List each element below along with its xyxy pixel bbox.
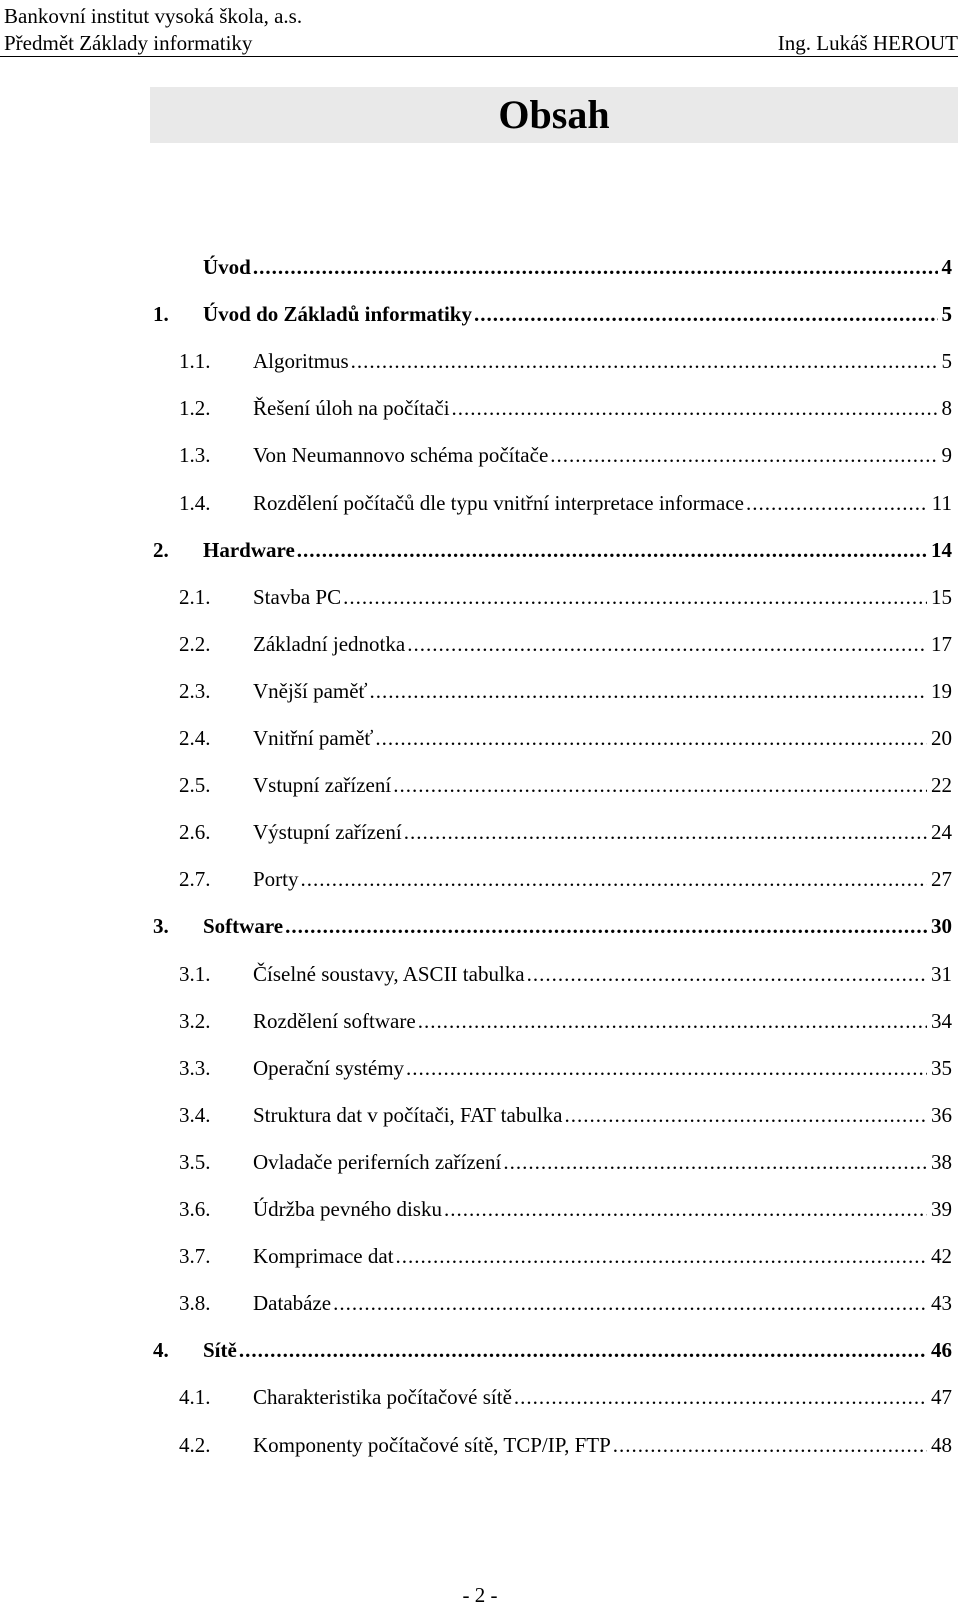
toc-label: Ovladače periferních zařízení: [253, 1150, 502, 1174]
toc-entry[interactable]: [0, 902, 960, 950]
toc-entry[interactable]: [0, 1326, 960, 1374]
toc-label: Vstupní zařízení: [253, 773, 392, 797]
toc-entry[interactable]: [0, 384, 960, 432]
toc-label: Komponenty počítačové sítě, TCP/IP, FTP: [253, 1433, 611, 1457]
toc-page-number: 47: [931, 1385, 952, 1409]
toc-page-number: 34: [931, 1009, 952, 1033]
toc-label: Sítě: [203, 1338, 237, 1362]
toc-entry[interactable]: [0, 1044, 960, 1092]
toc-label: Výstupní zařízení: [253, 820, 402, 844]
toc-page-number: 15: [931, 585, 952, 609]
header-subject: Předmět Základy informatiky: [4, 31, 253, 55]
toc-page-number: 46: [931, 1338, 952, 1362]
toc-label: Von Neumannovo schéma počítače: [253, 443, 549, 467]
toc-dot-leader: [613, 1431, 927, 1459]
toc-page-number: 38: [931, 1150, 952, 1174]
toc-dot-leader: [396, 1242, 927, 1270]
toc-dot-leader: [253, 253, 938, 281]
toc-number: 2.7.: [179, 867, 211, 891]
toc-label: Základní jednotka: [253, 632, 406, 656]
toc-number: 2.4.: [179, 726, 211, 750]
toc-label: Struktura dat v počítači, FAT tabulka: [253, 1103, 563, 1127]
toc-label: Vnitřní paměť: [253, 726, 374, 750]
toc-page-number: 11: [931, 491, 952, 515]
toc-label: Databáze: [253, 1291, 332, 1315]
toc-number: 2.2.: [179, 632, 211, 656]
toc-page-number: 48: [931, 1433, 952, 1457]
toc-page-number: 31: [931, 962, 952, 986]
toc-page-number: 36: [931, 1103, 952, 1127]
toc-dot-leader: [444, 1195, 927, 1223]
toc-dot-leader: [514, 1383, 927, 1411]
header-institution: Bankovní institut vysoká škola, a.s.: [4, 4, 303, 28]
toc-dot-leader: [565, 1101, 928, 1129]
toc-entry[interactable]: [0, 1421, 960, 1469]
toc-entry[interactable]: [0, 243, 960, 291]
toc-dot-leader: [375, 724, 927, 752]
toc-label: Rozdělení počítačů dle typu vnitřní interpretace informace: [253, 491, 744, 515]
toc-page-number: 5: [941, 349, 952, 373]
toc-number: 3.3.: [179, 1056, 211, 1080]
toc-dot-leader: [333, 1289, 927, 1317]
toc-number: 2.5.: [179, 773, 211, 797]
toc-page-number: 19: [931, 679, 952, 703]
toc-dot-leader: [746, 489, 928, 517]
toc-number: 2.6.: [179, 820, 211, 844]
toc-page-number: 20: [931, 726, 952, 750]
toc-number: 3.4.: [179, 1103, 211, 1127]
toc-label: Úvod do Základů informatiky: [203, 302, 472, 326]
toc-page-number: 30: [931, 914, 952, 938]
toc-page-number: 27: [931, 867, 952, 891]
toc-number: 3.1.: [179, 962, 211, 986]
toc-number: 3.7.: [179, 1244, 211, 1268]
toc-page-number: 39: [931, 1197, 952, 1221]
toc-number: 2.: [153, 538, 169, 562]
toc-entry[interactable]: [0, 479, 960, 527]
toc-page-number: 4: [941, 255, 952, 279]
toc-label: Charakteristika počítačové sítě: [253, 1385, 512, 1409]
toc-number: 4.2.: [179, 1433, 211, 1457]
toc-number: 3.6.: [179, 1197, 211, 1221]
toc-number: 1.4.: [179, 491, 211, 515]
toc-dot-leader: [239, 1336, 927, 1364]
toc-label: Porty: [253, 867, 299, 891]
toc-dot-leader: [406, 1054, 927, 1082]
toc-entry[interactable]: [0, 950, 960, 998]
toc-dot-leader: [285, 912, 927, 940]
toc-number: 1.2.: [179, 396, 211, 420]
toc-label: Rozdělení software: [253, 1009, 416, 1033]
toc-dot-leader: [503, 1148, 927, 1176]
toc-label: Hardware: [203, 538, 295, 562]
toc-number: 1.: [153, 302, 169, 326]
toc-page-number: 22: [931, 773, 952, 797]
toc-entry[interactable]: [0, 997, 960, 1045]
page-title: Obsah: [498, 92, 610, 137]
toc-label: Software: [203, 914, 284, 938]
toc-page-number: 42: [931, 1244, 952, 1268]
toc-label: Řešení úloh na počítači: [253, 396, 450, 420]
toc-dot-leader: [418, 1007, 927, 1035]
toc-number: 2.1.: [179, 585, 211, 609]
toc-dot-leader: [404, 818, 927, 846]
toc-dot-leader: [301, 865, 927, 893]
toc-page-number: 17: [931, 632, 952, 656]
toc-label: Stavba PC: [253, 585, 342, 609]
toc-label: Úvod: [203, 255, 251, 279]
toc-dot-leader: [474, 300, 938, 328]
toc-number: 2.3.: [179, 679, 211, 703]
toc-dot-leader: [351, 347, 938, 375]
toc-label: Algoritmus: [253, 349, 349, 373]
toc-entry[interactable]: [0, 620, 960, 668]
toc-entry[interactable]: [0, 808, 960, 856]
toc-number: 1.3.: [179, 443, 211, 467]
header-author: Ing. Lukáš HEROUT: [777, 31, 958, 55]
toc-label: Komprimace dat: [253, 1244, 394, 1268]
toc-entry[interactable]: [0, 1138, 960, 1186]
toc-entry[interactable]: [0, 761, 960, 809]
toc-entry[interactable]: [0, 573, 960, 621]
toc-entry[interactable]: [0, 1091, 960, 1139]
toc-entry[interactable]: [0, 1279, 960, 1327]
toc-page-number: 14: [931, 538, 952, 562]
toc-page-number: 9: [941, 443, 952, 467]
toc-entry[interactable]: [0, 526, 960, 574]
toc-entry[interactable]: [0, 714, 960, 762]
toc-dot-leader: [550, 441, 937, 469]
toc-number: 3.2.: [179, 1009, 211, 1033]
toc-number: 3.8.: [179, 1291, 211, 1315]
toc-label: Vnější paměť: [253, 679, 368, 703]
toc-label: Číselné soustavy, ASCII tabulka: [253, 962, 525, 986]
toc-dot-leader: [407, 630, 927, 658]
toc-page-number: 5: [941, 302, 952, 326]
toc-entry[interactable]: [0, 337, 960, 385]
toc-label: Údržba pevného disku: [253, 1197, 442, 1221]
toc-number: 3.5.: [179, 1150, 211, 1174]
toc-entry[interactable]: [0, 431, 960, 479]
page-number: - 2 -: [462, 1583, 498, 1607]
toc-dot-leader: [393, 771, 927, 799]
toc-entry[interactable]: [0, 290, 960, 338]
toc-dot-leader: [297, 536, 927, 564]
toc-label: Operační systémy: [253, 1056, 405, 1080]
toc-entry[interactable]: [0, 1232, 960, 1280]
toc-dot-leader: [527, 960, 927, 988]
toc-number: 4.: [153, 1338, 169, 1362]
toc-number: 4.1.: [179, 1385, 211, 1409]
toc-number: 3.: [153, 914, 169, 938]
toc-page-number: 8: [941, 396, 952, 420]
toc-number: 1.1.: [179, 349, 211, 373]
toc-page-number: 35: [931, 1056, 952, 1080]
toc-entry[interactable]: [0, 855, 960, 903]
toc-entry[interactable]: [0, 1185, 960, 1233]
toc-page-number: 24: [931, 820, 952, 844]
toc-dot-leader: [370, 677, 927, 705]
toc-entry[interactable]: [0, 667, 960, 715]
toc-dot-leader: [452, 394, 938, 422]
toc-dot-leader: [343, 583, 927, 611]
toc-entry[interactable]: [0, 1373, 960, 1421]
toc-page-number: 43: [931, 1291, 952, 1315]
